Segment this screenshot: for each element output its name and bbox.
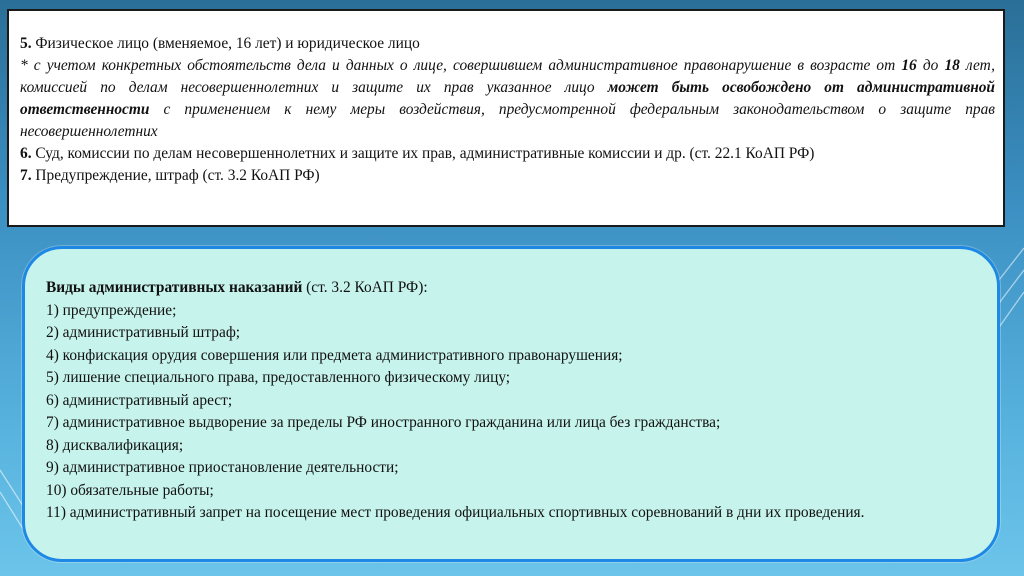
item-5 [20, 33, 995, 55]
list-item: 10) обязательные работы; [46, 481, 214, 499]
list-item: 2) административный штраф; [46, 324, 241, 341]
note-part-2: до [916, 57, 945, 74]
list-item: 6) административный арест; [46, 391, 233, 409]
penalties-panel [22, 246, 1000, 562]
item-5-number: 5. [20, 35, 32, 52]
list-item: 1) предупреждение; [46, 301, 177, 319]
note-part-4: с применением к нему меры воздействия, предусмотренной федеральным законодательством о защите прав несовершеннолетних [20, 101, 995, 140]
criteria-panel [7, 9, 1005, 227]
item-5-text: Физическое лицо (вменяемое, 16 лет) и юридическое лицо [31, 35, 420, 52]
penalties-title-ref: (ст. 3.2 КоАП РФ): [302, 279, 428, 296]
minor-liability-note [20, 55, 995, 143]
list-item: 5) лишение специального права, предоставленного физическому лицу; [46, 369, 511, 386]
item-6-number: 6. [20, 145, 32, 162]
list-item: 11) административный запрет на посещение мест проведения официальных спортивных соревнований в дни их проведения. [46, 504, 865, 521]
note-age-from: 16 [901, 57, 917, 74]
item-7-number: 7. [20, 167, 32, 184]
note-part-3: лет, комиссией по делам несовершеннолетних и защите их прав указанное лицо [20, 57, 996, 96]
item-7 [20, 165, 995, 187]
note-bold-text: может быть освобождено от административной ответственности [20, 79, 995, 118]
note-part-1: * с учетом конкретных обстоятельств дела и данных о лице, совершившем административное правонарушение в возрасте от [20, 57, 902, 74]
list-item: 7) административное выдворение за пределы РФ иностранного гражданина или лица без гражданства; [46, 414, 721, 431]
list-item: 8) дисквалификация; [46, 436, 184, 454]
penalties-heading [46, 277, 973, 300]
item-6-text: Суд, комиссии по делам несовершеннолетних и защите их прав, административные комиссии и др. (ст. 22.1 КоАП РФ) [31, 145, 815, 162]
item-6 [20, 143, 995, 165]
note-age-to: 18 [944, 57, 960, 74]
list-item: 9) административное приостановление деятельности; [46, 459, 399, 476]
item-7-text: Предупреждение, штраф (ст. 3.2 КоАП РФ) [31, 167, 320, 184]
penalties-title: Виды административных наказаний [46, 279, 303, 296]
list-item: 4) конфискация орудия совершения или предмета административного правонарушения; [46, 346, 623, 364]
